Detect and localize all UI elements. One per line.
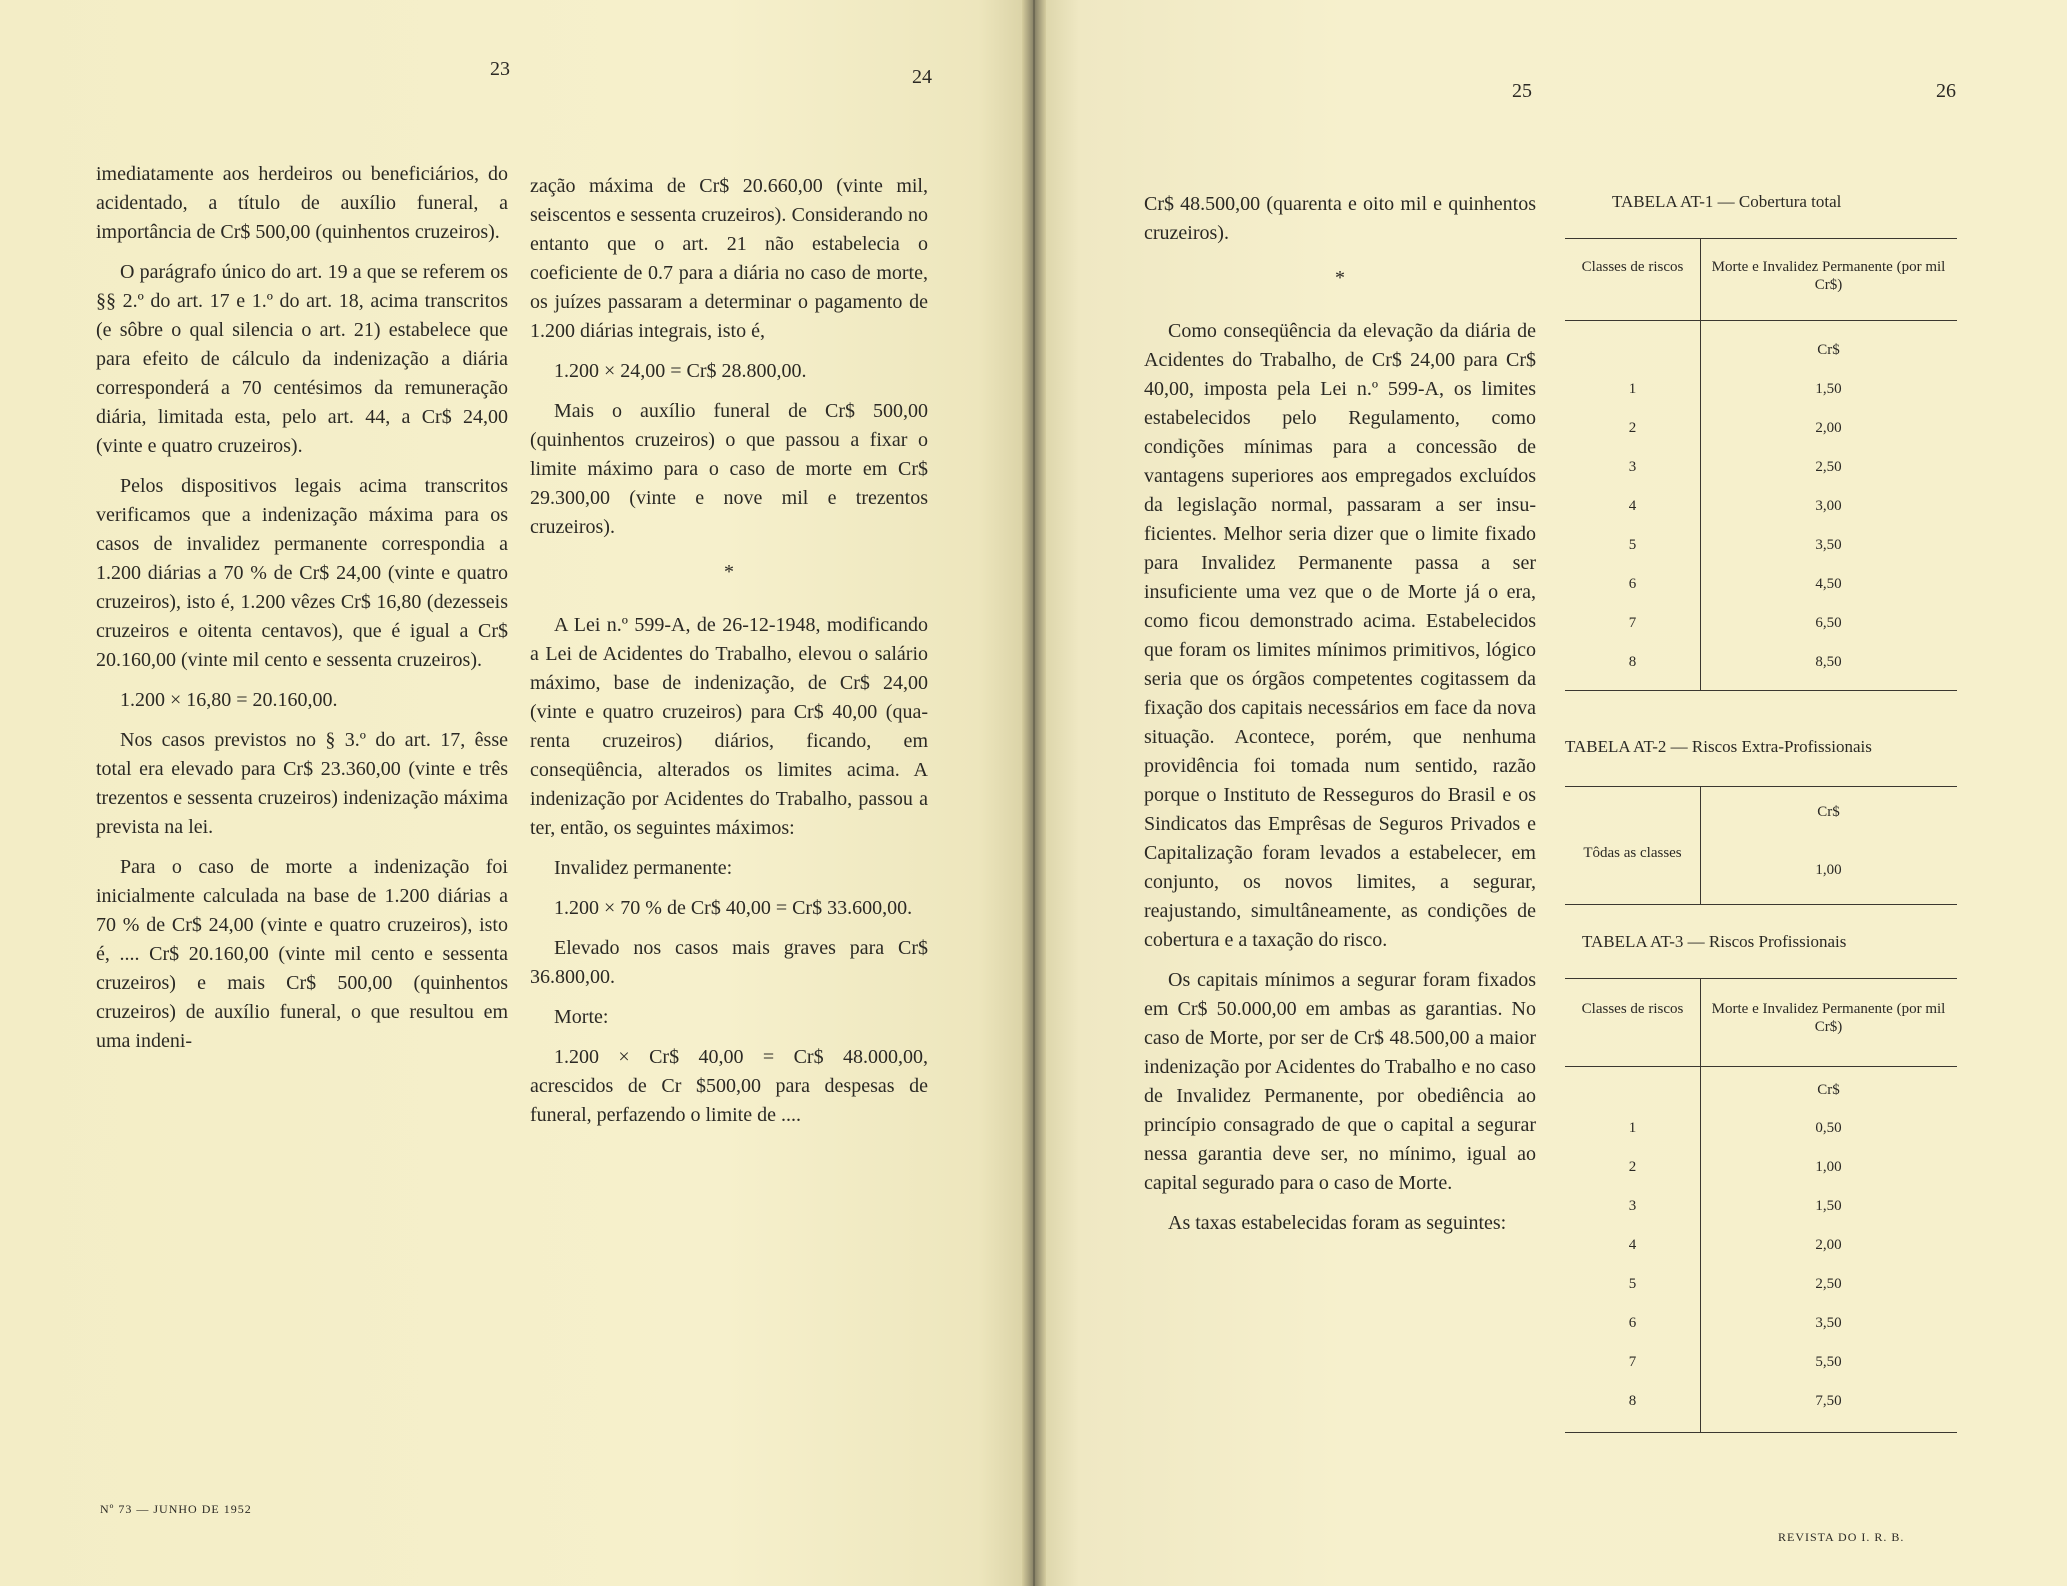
table-at1-header-classes: Classes de riscos bbox=[1581, 259, 1684, 275]
paragraph: Mais o auxílio funeral de Cr$ 500,00 (quinhentos cruzeiros) o que passou a fixar o limite máximo para o caso de morte em Cr$ 29.300,00 (vinte e nove mil e trezentos cruzeiros). bbox=[530, 400, 928, 538]
table-row-class: 7 bbox=[1628, 615, 1637, 631]
table-row-rate: 1,00 bbox=[1815, 1159, 1842, 1175]
table-row-rate: 0,50 bbox=[1815, 1120, 1842, 1136]
table-row-class: 5 bbox=[1628, 537, 1637, 553]
table-row-class: 5 bbox=[1628, 1276, 1637, 1292]
subheading: Morte: bbox=[554, 1006, 609, 1028]
table-row-class: 4 bbox=[1628, 498, 1637, 514]
section-separator: * bbox=[1335, 267, 1345, 289]
table-row-rate: 7,50 bbox=[1815, 1393, 1842, 1409]
table-row-class: 8 bbox=[1628, 654, 1637, 670]
table-row-rate: 2,00 bbox=[1815, 1237, 1842, 1253]
table-row-rate: 4,50 bbox=[1815, 576, 1842, 592]
table-row-class: 6 bbox=[1628, 576, 1637, 592]
formula: 1.200 × 70 % de Cr$ 40,00 = Cr$ 33.600,00. bbox=[554, 897, 913, 919]
table-at3-header-classes: Classes de riscos bbox=[1581, 1001, 1684, 1017]
table-row-rate: 2,50 bbox=[1815, 459, 1842, 475]
table-at2-all-classes: Tôdas as classes bbox=[1583, 845, 1682, 861]
table-at1 bbox=[1565, 238, 1957, 690]
table-row-class: 3 bbox=[1628, 459, 1637, 475]
page-number-24: 24 bbox=[912, 66, 932, 88]
page-23-text-column bbox=[96, 160, 508, 1067]
table-row-class: 8 bbox=[1628, 1393, 1637, 1409]
table-row-class: 2 bbox=[1628, 1159, 1637, 1175]
table-row-rate: 3,50 bbox=[1815, 1315, 1842, 1331]
table-row-rate: 5,50 bbox=[1815, 1354, 1842, 1370]
page-24-text-column bbox=[530, 172, 928, 1141]
table-at1-header-rates: Morte e Invalidez Permanente (por mil Cr$) bbox=[1711, 259, 1946, 293]
footer-issue-date: Nº 73 — JUNHO DE 1952 bbox=[100, 1502, 252, 1516]
table-at1-title: TABELA AT-1 — Cobertura total bbox=[1612, 192, 1842, 211]
table-at1-unit: Cr$ bbox=[1817, 342, 1840, 358]
table-at2-title: TABELA AT-2 — Riscos Extra-Profissionais bbox=[1565, 737, 1872, 756]
book-gutter bbox=[1022, 0, 1046, 1586]
table-row-rate: 2,00 bbox=[1815, 420, 1842, 436]
table-at3-header-rates: Morte e Invalidez Permanente (por mil Cr$) bbox=[1711, 1001, 1946, 1035]
table-row-rate: 3,50 bbox=[1815, 537, 1842, 553]
table-at2-unit: Cr$ bbox=[1817, 804, 1840, 820]
footer-journal-name: REVISTA DO I. R. B. bbox=[1778, 1530, 1905, 1544]
table-at2 bbox=[1565, 786, 1957, 904]
table-row-class: 6 bbox=[1628, 1315, 1637, 1331]
paragraph: Para o caso de morte a indenização foi inicialmente calculada na base de 1.200 diárias a 70 % de Cr$ 24,00 (vinte e quatro cruzeiros), isto é, .... Cr$ 20.160,00 (vinte mil cento e sessenta cruzeiros) e mais Cr$ 500,00 (quinhentos cruzeiros) de auxílio funeral, o que resultou em uma indeni- bbox=[96, 856, 508, 1052]
paragraph: zação máxima de Cr$ 20.660,00 (vinte mil, seiscentos e sessenta cruzeiros). Considerando no entanto que o art. 21 não estabelecia o coeficiente de 0.7 para a diária no caso de morte, os juízes passaram a determinar o pagamento de 1.200 diárias integrais, isto é, bbox=[530, 175, 928, 342]
page-number-25: 25 bbox=[1512, 80, 1532, 102]
paragraph: As taxas estabelecidas foram as seguintes: bbox=[1168, 1212, 1507, 1234]
paragraph: Como conseqüência da elevação da diária de Acidentes do Trabalho, de Cr$ 24,00 para Cr$ 40,00, imposta pela Lei n.º 599-A, os limites estabelecidos pelo Regulamento, como condições mínimas para a concessão de vantagens superiores aos empregados excluídos da legislação normal, passaram a ser insuficientes. Melhor seria dizer que o limite fixado para Invalidez Permanente passa a ser insuficiente uma vez que o de Morte já o era, como ficou demonstrado acima. Estabelecidos que foram os limites mínimos primitivos, lógico seria que os órgãos competentes cogitassem da fixação dos capitais necessários em face da nova situação. Acontece, porém, que nenhuma providência foi tomada num sentido, razão porque o Instituto de Resseguros do Brasil e os Sindicatos das Emprêsas de Seguros Privados e Capitalização foram levados a estabelecer, em conjunto, os novos limites, a segurar, reajustando, simultâneamente, as condições de cobertura e a taxação do risco. bbox=[1144, 320, 1536, 951]
formula: 1.200 × 24,00 = Cr$ 28.800,00. bbox=[554, 360, 807, 382]
subheading: Invalidez permanente: bbox=[554, 857, 733, 879]
table-at3-title: TABELA AT-3 — Riscos Profissionais bbox=[1582, 932, 1847, 951]
table-row-rate: 6,50 bbox=[1815, 615, 1842, 631]
paragraph: Elevado nos casos mais graves para Cr$ 36.800,00. bbox=[530, 937, 928, 988]
table-row-rate: 8,50 bbox=[1815, 654, 1842, 670]
section-separator: * bbox=[724, 561, 734, 583]
table-at2-rate: 1,00 bbox=[1815, 862, 1842, 878]
table-row-class: 7 bbox=[1628, 1354, 1637, 1370]
paragraph: imediatamente aos herdeiros ou beneficiários, do acidentado, a título de auxílio funeral, a importância de Cr$ 500,00 (quinhentos cruzeiros). bbox=[96, 163, 508, 243]
formula: 1.200 × Cr$ 40,00 = Cr$ 48.000,00, acrescidos de Cr $500,00 para despesas de funeral, perfazendo o limite de .... bbox=[530, 1046, 928, 1126]
table-at3-unit: Cr$ bbox=[1817, 1082, 1840, 1098]
page-number-23: 23 bbox=[490, 58, 510, 80]
table-row-class: 1 bbox=[1628, 381, 1637, 397]
table-row-rate: 2,50 bbox=[1815, 1276, 1842, 1292]
page-25-text-column bbox=[1144, 190, 1536, 1249]
paragraph: O parágrafo único do art. 19 a que se referem os §§ 2.º do art. 17 e 1.º do art. 18, acima transcritos (e sôbre o qual silencia o art. 21) estabelece que para efeito de cálculo da indenização a diária corresponderá a 70 centésimos da remuneração diária, limitada esta, pelo art. 44, a Cr$ 24,00 (vinte e quatro cruzeiros). bbox=[96, 261, 508, 457]
table-row-class: 1 bbox=[1628, 1120, 1637, 1136]
table-row-class: 4 bbox=[1628, 1237, 1637, 1253]
formula: 1.200 × 16,80 = 20.160,00. bbox=[120, 689, 338, 711]
table-at3 bbox=[1565, 978, 1957, 1432]
paragraph: Cr$ 48.500,00 (quarenta e oito mil e quinhentos cruzeiros). bbox=[1144, 193, 1536, 244]
paragraph: A Lei n.º 599-A, de 26-12-1948, modificando a Lei de Acidentes do Trabalho, elevou o salário máximo, base de indenização, de Cr$ 24,00 (vinte e quatro cruzeiros) para Cr$ 40,00 (quarenta cruzeiros) diários, ficando, em conseqüência, alterados os limites acima. A indenização por Acidentes do Trabalho, passou a ter, então, os seguintes máximos: bbox=[530, 614, 928, 839]
page-number-26: 26 bbox=[1936, 80, 1956, 102]
table-row-class: 3 bbox=[1628, 1198, 1637, 1214]
paragraph: Pelos dispositivos legais acima transcritos verificamos que a indenização máxima para os casos de invalidez permanente correspondia a 1.200 diárias a 70 % de Cr$ 24,00 (vinte e quatro cruzeiros), isto é, 1.200 vêzes Cr$ 16,80 (dezesseis cruzeiros e oitenta centavos), que é igual a Cr$ 20.160,00 (vinte mil cento e sessenta cruzeiros). bbox=[96, 475, 508, 671]
paragraph: Nos casos previstos no § 3.º do art. 17, êsse total era elevado para Cr$ 23.360,00 (vinte e três trezentos e sessenta cruzeiros) indenização máxima prevista na lei. bbox=[96, 729, 508, 838]
table-row-rate: 1,50 bbox=[1815, 1198, 1842, 1214]
table-row-rate: 1,50 bbox=[1815, 381, 1842, 397]
table-row-rate: 3,00 bbox=[1815, 498, 1842, 514]
paragraph: Os capitais mínimos a segurar foram fixados em Cr$ 50.000,00 em ambas as garantias. No caso de Morte, por ser de Cr$ 48.500,00 a maior indenização por Acidentes do Trabalho e no caso de Invalidez Permanente, por obediência ao princípio consagrado de que o capital a segurar nessa garantia deve ser, no mínimo, igual ao capital segurado para o caso de Morte. bbox=[1144, 969, 1536, 1194]
table-row-class: 2 bbox=[1628, 420, 1637, 436]
